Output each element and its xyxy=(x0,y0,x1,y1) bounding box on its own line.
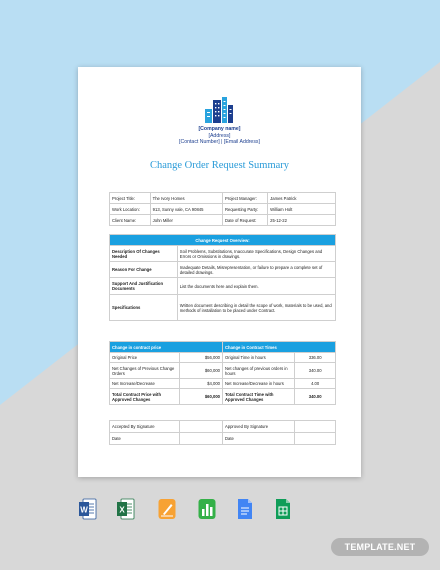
signature-table xyxy=(109,420,336,445)
accepted-signature-field[interactable] xyxy=(180,421,223,433)
table-row xyxy=(110,433,336,445)
approved-signature-field[interactable] xyxy=(295,421,336,433)
requesting-party-value: William Holt xyxy=(268,204,336,215)
overview-value: Soil Problems, Substitutions, Inaccurate Specifications, Design Changes and Errors or Omissions in drawings. xyxy=(177,246,335,262)
requesting-party-label: Requesting Party: xyxy=(222,204,267,215)
company-address: [Address] xyxy=(208,132,231,139)
word-icon[interactable] xyxy=(79,498,97,520)
time-value: 340.00 xyxy=(295,363,336,379)
overview-value: Written document describing in detail the scope of work, materials to be used, and methods of installation to be placed under Contract. xyxy=(177,295,335,321)
project-title-value: The Ivory Homes xyxy=(150,193,222,204)
overview-label: Specifications xyxy=(110,295,178,321)
project-title-label: Project Title: xyxy=(110,193,151,204)
overview-value: Inadequate Details, Misrepresentation, or failure to prepare a complete set of detailed drawings. xyxy=(177,262,335,278)
price-label: Net Increase/Decrease xyxy=(110,379,180,389)
price-label: Total Contract Price with Approved Changes xyxy=(110,389,180,405)
table-row xyxy=(110,246,336,262)
client-name-label: Client Name: xyxy=(110,215,151,226)
google-docs-icon[interactable] xyxy=(236,498,254,520)
table-row xyxy=(110,295,336,321)
table-row xyxy=(110,389,336,405)
client-name-value: John Miller xyxy=(150,215,222,226)
time-value: 4.00 xyxy=(295,379,336,389)
overview-header: Change Request Overview: xyxy=(110,235,336,246)
overview-label: Reason For Change xyxy=(110,262,178,278)
overview-label: Support And Justification Documents xyxy=(110,278,178,295)
accepted-date-field[interactable] xyxy=(180,433,223,445)
numbers-icon[interactable] xyxy=(198,498,216,520)
svg-text:W: W xyxy=(80,505,88,515)
time-label: Total Contract Time with Approved Changes xyxy=(222,389,294,405)
price-label: Net Changes of Previous Change Orders xyxy=(110,363,180,379)
table-row xyxy=(110,262,336,278)
table-row xyxy=(110,215,336,226)
time-label: Net changes of previous orders in hours xyxy=(222,363,294,379)
table-row xyxy=(110,193,336,204)
table-header-row xyxy=(110,235,336,246)
project-manager-label: Project Manager: xyxy=(222,193,267,204)
building-logo-icon xyxy=(204,97,234,124)
table-row xyxy=(110,421,336,433)
table-row xyxy=(110,278,336,295)
price-label: Original Price xyxy=(110,353,180,363)
overview-value: List the documents here and explain them. xyxy=(177,278,335,295)
change-price-time-table xyxy=(109,341,336,405)
svg-text:X: X xyxy=(119,505,125,515)
change-request-overview-table xyxy=(109,234,336,321)
price-header: Change in contract price xyxy=(110,342,223,353)
approved-signature-label: Approved By Signature xyxy=(222,421,294,433)
price-value: $60,000 xyxy=(180,363,223,379)
time-value: 340.00 xyxy=(295,389,336,405)
company-contact: [Contact Number] | [Email Address] xyxy=(179,139,260,145)
date-of-request-value: 25-12-22 xyxy=(268,215,336,226)
date-of-request-label: Date of Request: xyxy=(222,215,267,226)
table-row xyxy=(110,353,336,363)
time-label: Original Time in hours xyxy=(222,353,294,363)
document-page xyxy=(78,67,361,477)
overview-label: Description Of Changes Needed xyxy=(110,246,178,262)
excel-icon[interactable] xyxy=(117,498,135,520)
price-value: $4,000 xyxy=(180,379,223,389)
table-row xyxy=(110,363,336,379)
approved-date-label: Date xyxy=(222,433,294,445)
accepted-signature-label: Accepted By Signature xyxy=(110,421,180,433)
table-row xyxy=(110,379,336,389)
google-sheets-icon[interactable] xyxy=(274,498,292,520)
table-row xyxy=(110,204,336,215)
accepted-date-label: Date xyxy=(110,433,180,445)
price-value: $56,000 xyxy=(180,353,223,363)
table-header-row xyxy=(110,342,336,353)
time-value: 336.00 xyxy=(295,353,336,363)
project-manager-value: James Patrick xyxy=(268,193,336,204)
approved-date-field[interactable] xyxy=(295,433,336,445)
work-location-value: 913, Sunny vale, CA 90845 xyxy=(150,204,222,215)
price-value: $60,000 xyxy=(180,389,223,405)
company-name: [Company name] xyxy=(198,126,241,132)
template-watermark: TEMPLATE.NET xyxy=(331,538,429,556)
time-label: Net Increase/Decrease in hours xyxy=(222,379,294,389)
document-title: Change Order Request Summary xyxy=(149,160,290,171)
time-header: Change in Contract Times xyxy=(222,342,335,353)
pages-icon[interactable] xyxy=(158,498,176,520)
work-location-label: Work Location: xyxy=(110,204,151,215)
project-info-table xyxy=(109,192,336,226)
